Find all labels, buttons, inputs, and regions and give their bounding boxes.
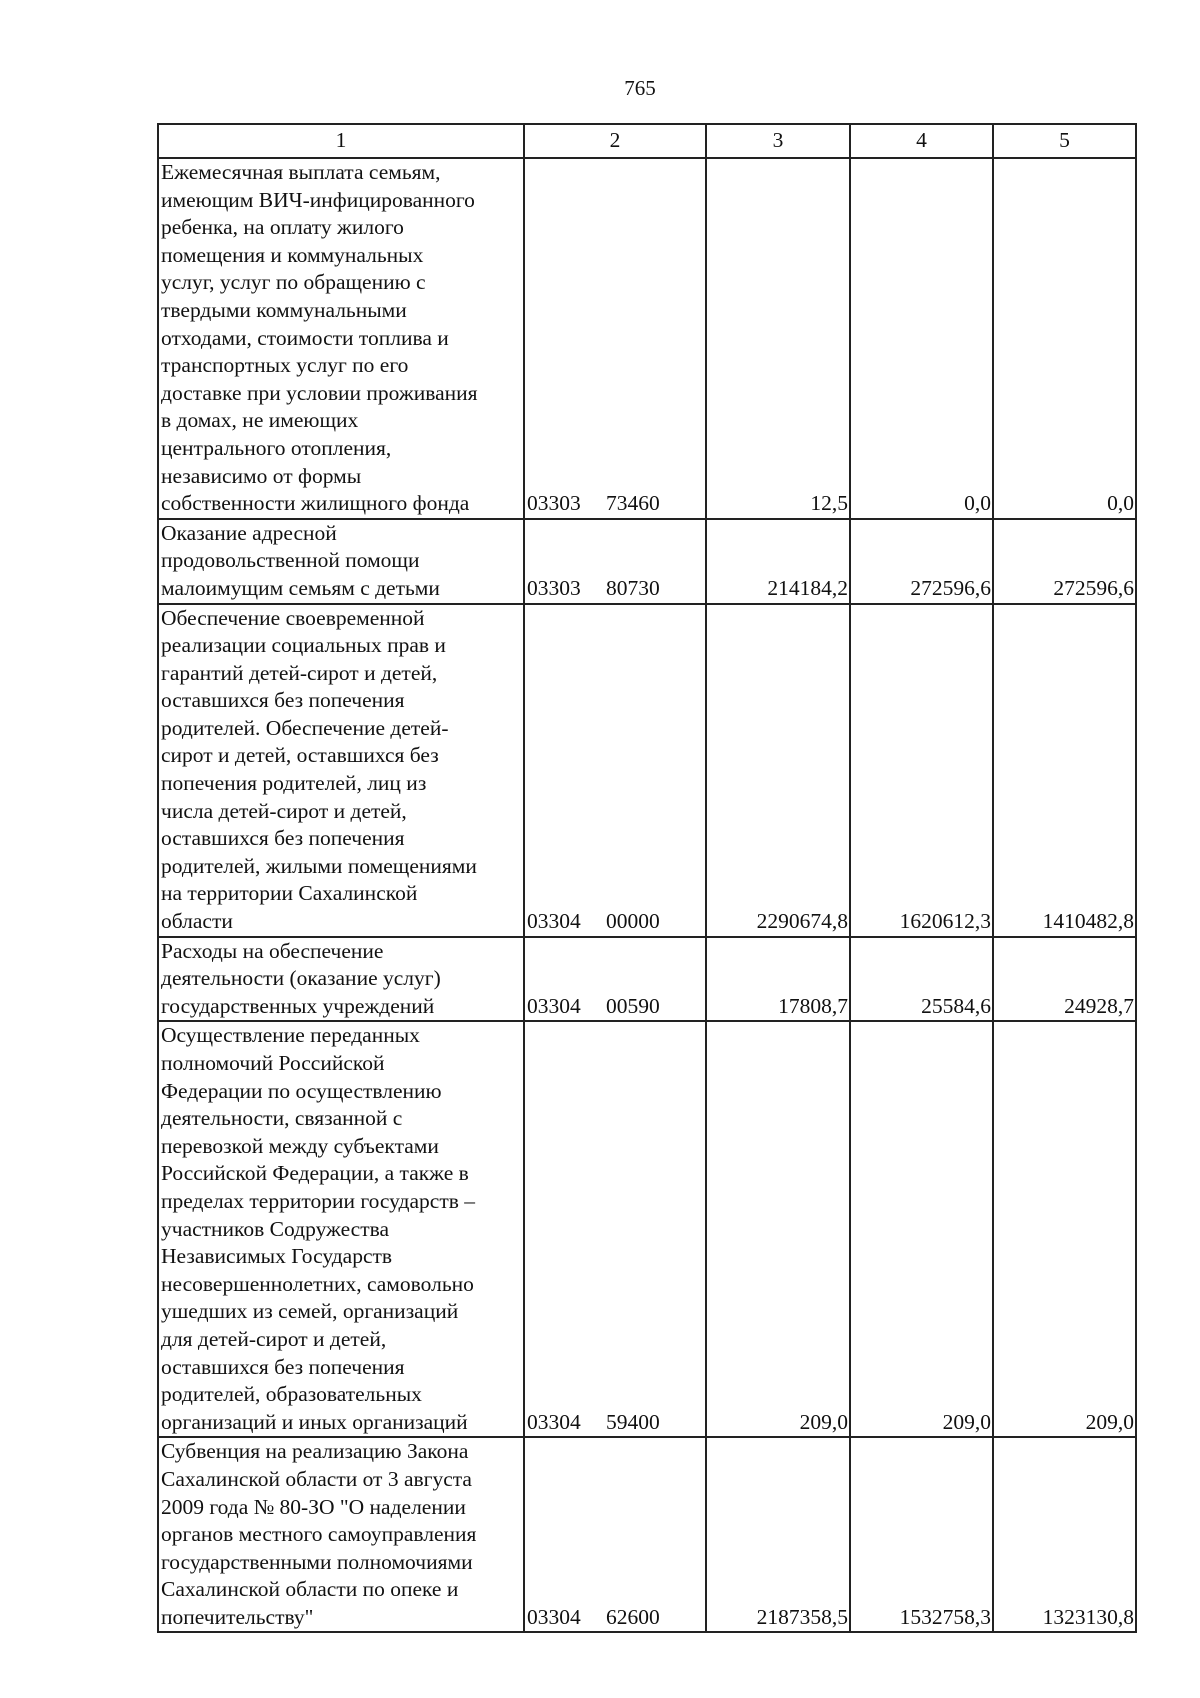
row-subcode: 80730 <box>604 519 706 604</box>
row-subcode: 59400 <box>604 1021 706 1437</box>
row-value-col4: 0,0 <box>850 158 993 519</box>
budget-table <box>157 123 1137 1633</box>
row-value-col3: 17808,7 <box>706 937 850 1022</box>
row-code: 03304 <box>524 604 604 937</box>
row-name: Осуществление переданных полномочий Российской Федерации по осуществлению деятельности, связанной с перевозкой между субъектами Российской Федерации, а также в пределах территории государств – участников Содружества Независимых Государств несовершеннолетних, самовольно ушедших из семей, организаций для детей-сирот и детей, оставшихся без попечения родителей, образовательных организаций и иных организаций <box>158 1021 524 1437</box>
row-name: Ежемесячная выплата семьям, имеющим ВИЧ-инфицированного ребенка, на оплату жилого помещения и коммунальных услуг, услуг по обращению с твердыми коммунальными отходами, стоимости топлива и транспортных услуг по его доставке при условии проживания в домах, не имеющих центрального отопления, независимо от формы собственности жилищного фонда <box>158 158 524 519</box>
row-value-col3: 12,5 <box>706 158 850 519</box>
column-header-4: 4 <box>850 124 993 158</box>
row-name: Расходы на обеспечение деятельности (оказание услуг) государственных учреждений <box>158 937 524 1022</box>
row-subcode: 00590 <box>604 937 706 1022</box>
table-row <box>158 519 1136 604</box>
row-subcode: 00000 <box>604 604 706 937</box>
row-code: 03304 <box>524 1437 604 1632</box>
row-value-col5: 1323130,8 <box>993 1437 1136 1632</box>
row-code: 03304 <box>524 1021 604 1437</box>
row-subcode: 62600 <box>604 1437 706 1632</box>
table-row <box>158 158 1136 519</box>
row-value-col4: 272596,6 <box>850 519 993 604</box>
column-header-2: 2 <box>524 124 706 158</box>
row-value-col3: 2187358,5 <box>706 1437 850 1632</box>
row-value-col3: 209,0 <box>706 1021 850 1437</box>
table-row <box>158 937 1136 1022</box>
row-value-col3: 2290674,8 <box>706 604 850 937</box>
row-value-col5: 0,0 <box>993 158 1136 519</box>
row-code: 03303 <box>524 519 604 604</box>
row-subcode: 73460 <box>604 158 706 519</box>
row-value-col4: 1532758,3 <box>850 1437 993 1632</box>
row-code: 03304 <box>524 937 604 1022</box>
row-value-col4: 1620612,3 <box>850 604 993 937</box>
row-code: 03303 <box>524 158 604 519</box>
row-value-col5: 1410482,8 <box>993 604 1136 937</box>
table-row <box>158 604 1136 937</box>
row-value-col5: 272596,6 <box>993 519 1136 604</box>
table-row <box>158 1437 1136 1632</box>
column-header-5: 5 <box>993 124 1136 158</box>
page-number: 765 <box>624 76 656 100</box>
column-header-3: 3 <box>706 124 850 158</box>
table-header-row <box>158 124 1136 158</box>
row-name: Оказание адресной продовольственной помощи малоимущим семьям с детьми <box>158 519 524 604</box>
row-value-col5: 24928,7 <box>993 937 1136 1022</box>
row-value-col3: 214184,2 <box>706 519 850 604</box>
row-value-col4: 209,0 <box>850 1021 993 1437</box>
row-name: Обеспечение своевременной реализации социальных прав и гарантий детей-сирот и детей, оставшихся без попечения родителей. Обеспечение детей- сирот и детей, оставшихся без попечения родителей, лиц из числа детей-сирот и детей, оставшихся без попечения родителей, жилыми помещениями на территории Сахалинской области <box>158 604 524 937</box>
table-row <box>158 1021 1136 1437</box>
row-value-col5: 209,0 <box>993 1021 1136 1437</box>
row-value-col4: 25584,6 <box>850 937 993 1022</box>
column-header-1: 1 <box>158 124 524 158</box>
row-name: Субвенция на реализацию Закона Сахалинской области от 3 августа 2009 года № 80-ЗО "О наделении органов местного самоуправления государственными полномочиями Сахалинской области по опеке и попечительству" <box>158 1437 524 1632</box>
